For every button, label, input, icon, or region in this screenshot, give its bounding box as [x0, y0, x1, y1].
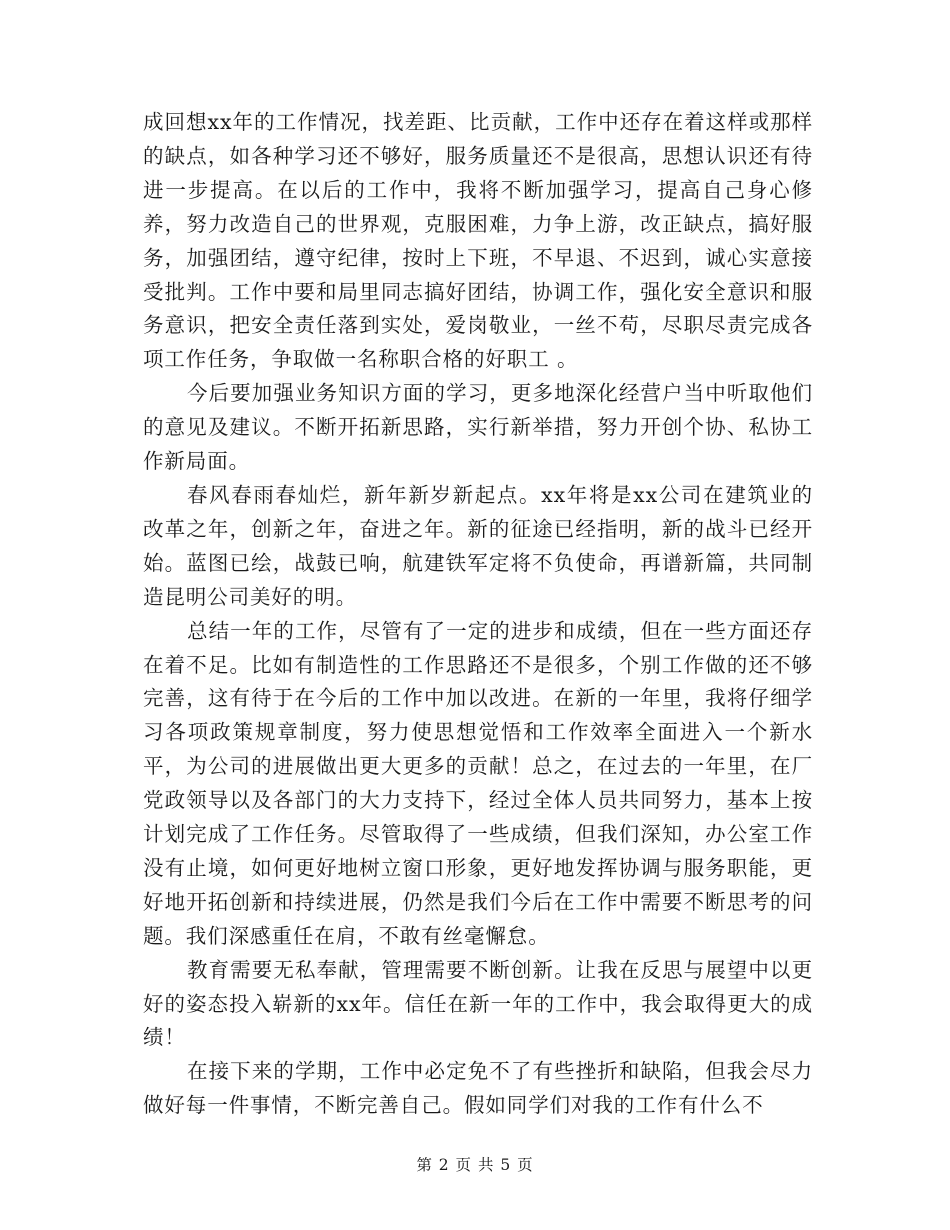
paragraph-6: 在接下来的学期，工作中必定免不了有些挫折和缺陷，但我会尽力做好每一件事情，不断完善自己。假如同学们对我的工作有什么不 [143, 1059, 813, 1118]
paragraph-3: 春风春雨春灿烂，新年新岁新起点。xx年将是xx公司在建筑业的改革之年，创新之年，奋进之年。新的征途已经指明，新的战斗已经开始。蓝图已绘，战鼓已响，航建铁军定将不负使命，再谱新篇，共同制造昆明公司美好的明。 [143, 482, 813, 609]
paragraph-5: 教育需要无私奉献，管理需要不断创新。让我在反思与展望中以更好的姿态投入崭新的xx年。信任在新一年的工作中，我会取得更大的成绩！ [143, 957, 813, 1050]
document-body [143, 106, 813, 1123]
paragraph-1: 成回想xx年的工作情况，找差距、比贡献，工作中还存在着这样或那样的缺点，如各种学习还不够好，服务质量还不是很高，思想认识还有待进一步提高。在以后的工作中，我将不断加强学习，提高自己身心修养，努力改造自己的世界观，克服困难，力争上游，改正缺点，搞好服务，加强团结，遵守纪律，按时上下班，不早退、不迟到，诚心实意接受批判。工作中要和局里同志搞好团结，协调工作，强化安全意识和服务意识，把安全责任落到实处，爱岗敬业，一丝不苟，尽职尽责完成各项工作任务，争取做一名称职合格的好职工 。 [143, 110, 813, 372]
page-footer: 第 2 页 共 5 页 [416, 1156, 534, 1174]
paragraph-4: 总结一年的工作，尽管有了一定的进步和成绩，但在一些方面还存在着不足。比如有制造性的工作思路还不是很多，个别工作做的还不够完善，这有待于在今后的工作中加以改进。在新的一年里，我将仔细学习各项政策规章制度，努力使思想觉悟和工作效率全面进入一个新水平，为公司的进展做出更大更多的贡献！总之，在过去的一年里，在厂党政领导以及各部门的大力支持下，经过全体人员共同努力，基本上按计划完成了工作任务。尽管取得了一些成绩，但我们深知，办公室工作没有止境，如何更好地树立窗口形象，更好地发挥协调与服务职能，更好地开拓创新和持续进展，仍然是我们今后在工作中需要不断思考的问题。我们深感重任在肩，不敢有丝毫懈怠。 [143, 618, 813, 948]
paragraph-2: 今后要加强业务知识方面的学习，更多地深化经营户当中听取他们的意见及建议。不断开拓新思路，实行新举措，努力开创个协、私协工作新局面。 [143, 381, 813, 474]
